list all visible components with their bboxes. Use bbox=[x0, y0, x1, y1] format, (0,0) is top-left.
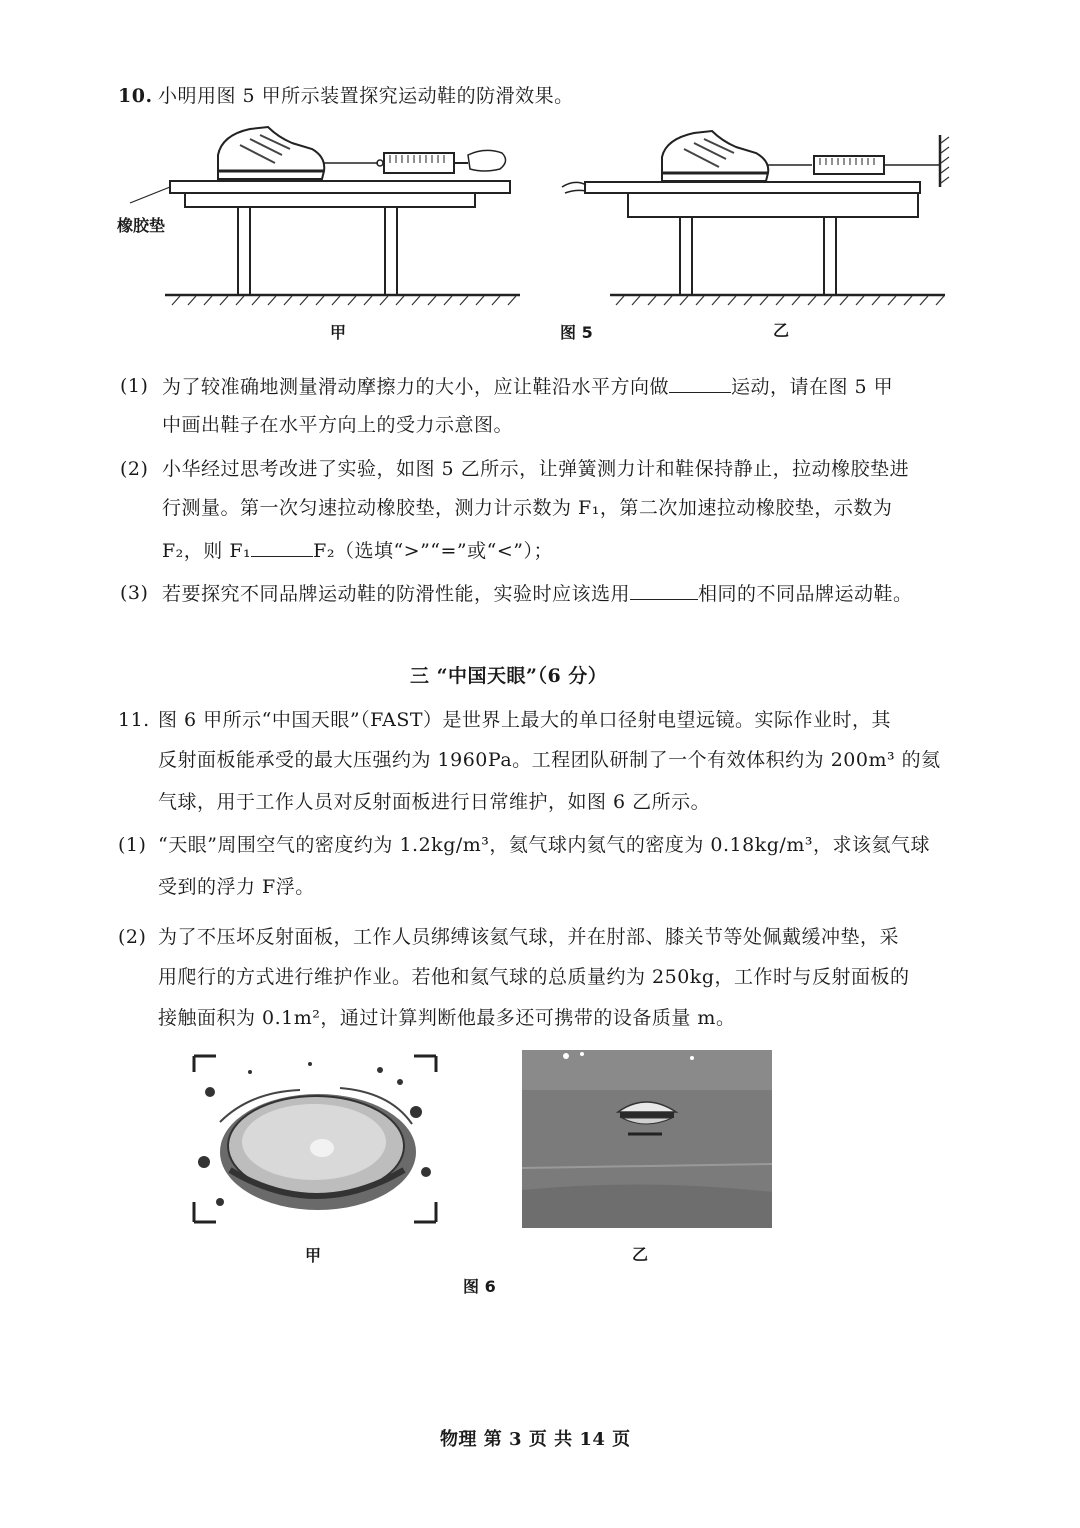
q10-stem: 小明用图 5 甲所示装置探究运动鞋的防滑效果。 bbox=[158, 85, 574, 107]
q11-line2: 反射面板能承受的最大压强约为 1960Pa。工程团队研制了一个有效体积约为 200m³ 的氦 bbox=[158, 749, 941, 771]
q11-number: 11. bbox=[118, 709, 150, 731]
table-top-left bbox=[185, 193, 475, 207]
table-top-right bbox=[628, 193, 918, 217]
q10-p2-line2: 行测量。第一次匀速拉动橡胶垫，测力计示数为 F₁，第二次加速拉动橡胶垫，示数为 bbox=[162, 497, 893, 519]
figure-5-left-setup bbox=[165, 181, 520, 295]
q10-p3-line1 bbox=[162, 581, 913, 606]
spring-scale-right-icon bbox=[768, 156, 940, 174]
q11-p1-line2: 受到的浮力 F浮。 bbox=[158, 876, 315, 898]
q10-number: 10. bbox=[118, 85, 153, 107]
shoe-left-icon bbox=[218, 127, 324, 179]
rubber-mat-left bbox=[170, 181, 510, 193]
figure-5-caption-left: 甲 bbox=[330, 323, 347, 342]
ground-hatch-right bbox=[616, 296, 944, 305]
q10-p1-line2: 中画出鞋子在水平方向上的受力示意图。 bbox=[162, 414, 514, 436]
figure-5-diagram bbox=[100, 115, 980, 315]
q10-p2-text-b: F₂（选填“>”“=”或“<”）； bbox=[313, 540, 553, 562]
figure-6-caption-left: 甲 bbox=[305, 1246, 322, 1265]
q11-p2-line1: 为了不压坏反射面板，工作人员绑缚该氦气球，并在肘部、膝关节等处佩戴缓冲垫，采 bbox=[158, 926, 900, 948]
figure-6-caption: 图 6 bbox=[463, 1277, 496, 1296]
q10-p3-blank[interactable] bbox=[630, 581, 698, 600]
q10-p1-blank[interactable] bbox=[669, 374, 731, 393]
q10-p2-blank[interactable] bbox=[251, 538, 313, 557]
q10-p3-index: (3) bbox=[120, 582, 149, 604]
q10-p1-line1 bbox=[162, 374, 893, 399]
figure-5-caption-right: 乙 bbox=[773, 321, 790, 340]
shoe-right-icon bbox=[662, 131, 768, 181]
ground-hatch-left bbox=[172, 296, 516, 305]
page-footer: 物理 第 3 页 共 14 页 bbox=[440, 1429, 631, 1450]
q10-p2-line1: 小华经过思考改进了实验，如图 5 乙所示，让弹簧测力计和鞋保持静止，拉动橡胶垫进 bbox=[162, 458, 910, 480]
q11-p1-line1: “天眼”周围空气的密度约为 1.2kg/m³，氦气球内氦气的密度为 0.18kg/m³，求该氦气球 bbox=[158, 834, 930, 856]
q10-p1-index: (1) bbox=[120, 375, 149, 397]
q10-p2-line3 bbox=[162, 538, 553, 563]
q11-p2-index: (2) bbox=[118, 926, 147, 948]
section-3-title: 三 “中国天眼”（6 分） bbox=[410, 665, 608, 687]
fast-telescope-photo bbox=[190, 1052, 440, 1227]
q10-p1-text-a: 为了较准确地测量滑动摩擦力的大小，应让鞋沿水平方向做 bbox=[162, 376, 670, 398]
helium-balloon-photo bbox=[522, 1050, 772, 1228]
q10-p3-text-b: 相同的不同品牌运动鞋。 bbox=[698, 583, 913, 605]
figure-5-caption: 图 5 bbox=[560, 323, 593, 342]
q11-line3: 气球，用于工作人员对反射面板进行日常维护，如图 6 乙所示。 bbox=[158, 791, 711, 813]
q10-p3-text-a: 若要探究不同品牌运动鞋的防滑性能，实验时应该选用 bbox=[162, 583, 631, 605]
rubber-mat-right bbox=[585, 182, 920, 193]
hand-right-icon bbox=[562, 182, 586, 193]
spring-scale-left-icon bbox=[324, 150, 506, 173]
q11-line1: 图 6 甲所示“中国天眼”（FAST）是世界上最大的单口径射电望远镜。实际作业时，其 bbox=[158, 709, 892, 731]
q11-p2-line3: 接触面积为 0.1m²，通过计算判断他最多还可携带的设备质量 m。 bbox=[158, 1007, 736, 1029]
q10-p2-index: (2) bbox=[120, 458, 149, 480]
wall-hatch-right bbox=[941, 137, 949, 183]
q11-p1-index: (1) bbox=[118, 834, 147, 856]
figure-5-mat-label: 橡胶垫 bbox=[117, 216, 166, 235]
q11-p2-line2: 用爬行的方式进行维护作业。若他和氦气球的总质量约为 250kg，工作时与反射面板的 bbox=[158, 966, 910, 988]
figure-6-caption-right: 乙 bbox=[632, 1245, 649, 1264]
q10-p1-text-b: 运动，请在图 5 甲 bbox=[731, 376, 894, 398]
q10-p2-text-a: F₂，则 F₁ bbox=[162, 540, 252, 562]
